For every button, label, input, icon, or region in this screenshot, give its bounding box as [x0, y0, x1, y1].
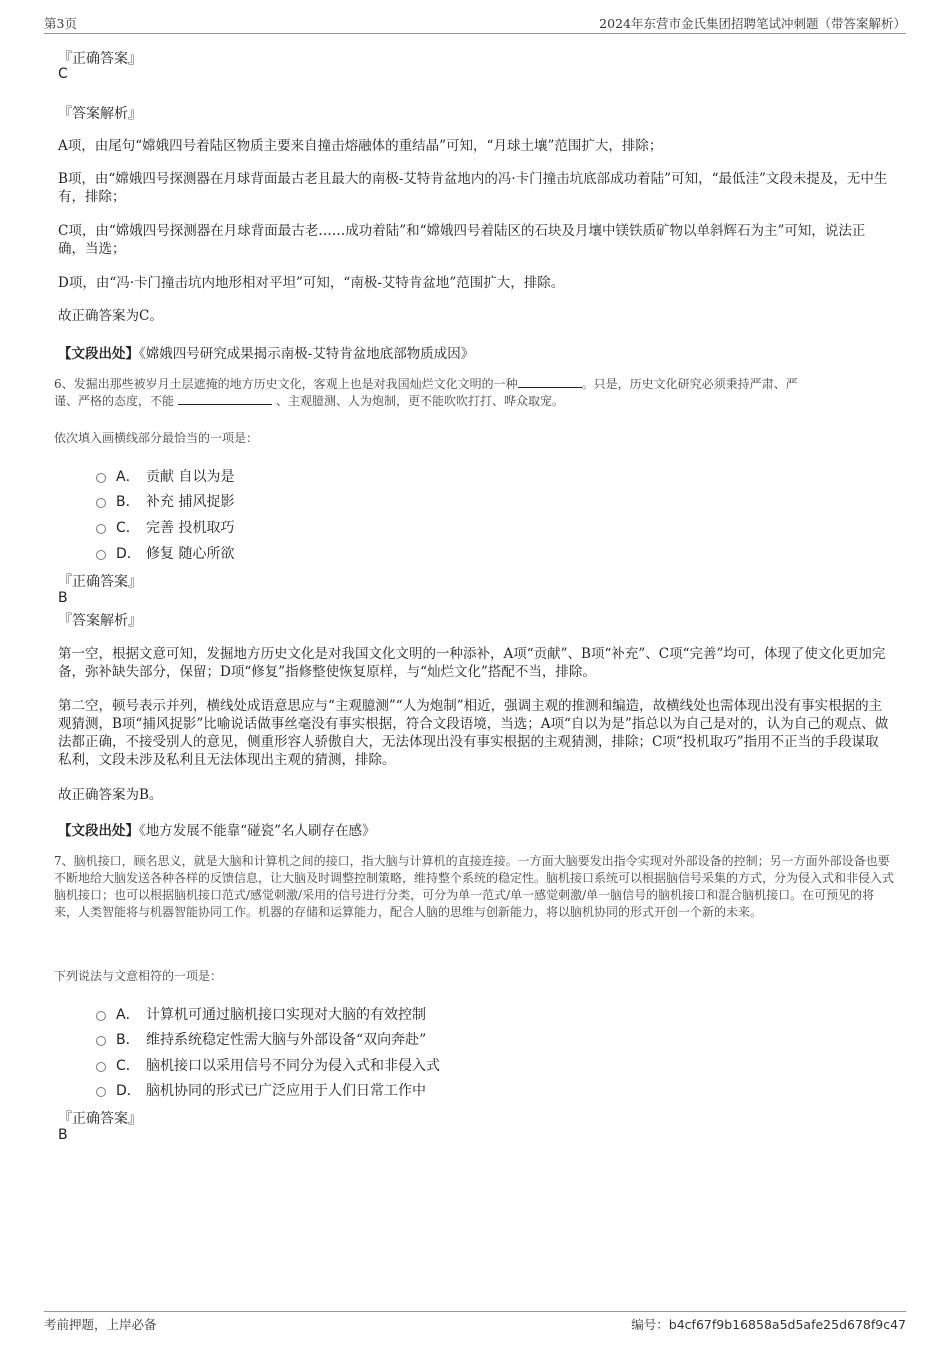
- q5-answer-label: 『正确答案』: [58, 51, 142, 67]
- radio-icon[interactable]: [96, 550, 106, 560]
- q7-answer: B: [58, 1127, 68, 1143]
- q7-option-d[interactable]: [96, 1080, 426, 1100]
- q5-source-title: 《嫦娥四号研究成果揭示南极-艾特肯盆地底部物质成因》: [139, 346, 475, 362]
- q7-option-a[interactable]: [96, 1004, 426, 1024]
- option-text: 脑机协同的形式已广泛应用于人们日常工作中: [146, 1083, 426, 1099]
- q6-option-d[interactable]: [96, 543, 234, 563]
- footer-slogan: 考前押题，上岸必备: [44, 1317, 157, 1332]
- radio-icon[interactable]: [96, 473, 106, 483]
- option-text: 贡献 自以为是: [146, 469, 235, 485]
- q5-analysis-d: D项，由“冯·卡门撞击坑内地形相对平坦”可知，“南极-艾特肯盆地”范围扩大，排除。: [58, 275, 565, 291]
- q7-prompt: 下列说法与文意相符的一项是：: [54, 969, 223, 983]
- q5-analysis-a: A项，由尾句“嫦娥四号着陆区物质主要来自撞击熔融体的重结晶”可知，“月球土壤”范围扩大，排除；: [58, 138, 663, 154]
- option-text: 计算机可通过脑机接口实现对大脑的有效控制: [146, 1007, 426, 1023]
- option-text: 补充 捕风捉影: [146, 494, 235, 510]
- radio-icon[interactable]: [96, 524, 106, 534]
- q5-source-label: 【文段出处】: [58, 346, 139, 362]
- q5-conclusion: 故正确答案为C。: [58, 308, 163, 324]
- radio-icon[interactable]: [96, 498, 106, 508]
- q6-source-title: 《地方发展不能靠“碰瓷”名人刷存在感》: [139, 823, 376, 839]
- q6-blank-1: [518, 376, 582, 388]
- q5-answer: C: [58, 66, 68, 82]
- q5-source: [58, 342, 474, 362]
- option-key: C．: [116, 520, 140, 536]
- q7-option-b[interactable]: [96, 1029, 426, 1049]
- q6-analysis-2: 第二空，顿号表示并列，横线处成语意思应与“主观臆测”“人为炮制”相近，强调主观的推测和编造，故横线处也需体现出没有事实根据的主观猜测，B项“捕风捉影”比喻说话做事丝毫没有事实根据，符合文段语境，当选；A项“自以为是”指总以为自己是对的，认为自己的观点、做法都正确，不接受别人的意见，侧重形容人骄傲自大，无法体现出没有事实根据的主观猜测，排除；C项“投机取巧”指用不正当的手段谋取私利，文段未涉及私利且无法体现出主观的猜测，排除。: [58, 698, 889, 768]
- q6-stem-text-3: 谨、严格的态度，不能: [54, 394, 175, 408]
- q6-prompt: 依次填入画横线部分最恰当的一项是：: [54, 431, 259, 445]
- option-text: 脑机接口以采用信号不同分为侵入式和非侵入式: [146, 1058, 440, 1074]
- document-title: 2024年东营市金氏集团招聘笔试冲刺题（带答案解析）: [599, 16, 906, 31]
- q5-analysis-b: B项，由“嫦娥四号探测器在月球背面最古老且最大的南极-艾特肯盆地内的冯·卡门撞击坑底部成功着陆”可知，“最低洼”文段未提及，无中生有，排除；: [58, 171, 888, 205]
- option-text: 修复 随心所欲: [146, 546, 235, 562]
- radio-icon[interactable]: [96, 1036, 106, 1046]
- q6-stem-text-4: 、主观臆测、人为炮制，更不能吹吹打打、哗众取宠。: [276, 394, 565, 408]
- option-key: C．: [116, 1058, 140, 1074]
- option-key: D．: [116, 546, 141, 562]
- q7-option-c[interactable]: [96, 1055, 440, 1075]
- q6-stem-text-1: 6、发掘出那些被岁月土层遮掩的地方历史文化，客观上也是对我国灿烂文化文明的一种: [54, 377, 518, 391]
- q6-stem-text-2: 。只是，历史文化研究必须秉持严肃、严: [581, 377, 798, 391]
- q5-analysis-label: 『答案解析』: [58, 106, 142, 122]
- page-number: 第3页: [44, 16, 77, 31]
- option-key: A．: [116, 1007, 140, 1023]
- q6-blank-2: [178, 393, 272, 405]
- radio-icon[interactable]: [96, 1087, 106, 1097]
- q6-option-c[interactable]: [96, 517, 234, 537]
- option-text: 维持系统稳定性需大脑与外部设备“双向奔赴”: [146, 1032, 427, 1048]
- option-text: 完善 投机取巧: [146, 520, 235, 536]
- q6-source-label: 【文段出处】: [58, 823, 139, 839]
- option-key: D．: [116, 1083, 141, 1099]
- option-key: B．: [116, 1032, 140, 1048]
- q6-analysis-1: 第一空，根据文意可知，发掘地方历史文化是对我国文化文明的一种添补，A项“贡献”、B项“补充”、C项“完善”均可，体现了使文化更加完备，弥补缺失部分，保留；D项“修复”指修整使恢复原样，与“灿烂文化”搭配不当，排除。: [58, 646, 886, 680]
- q6-option-a[interactable]: [96, 466, 234, 486]
- q6-option-b[interactable]: [96, 491, 234, 511]
- q5-analysis-c: C项，由“嫦娥四号探测器在月球背面最古老……成功着陆”和“嫦娥四号着陆区的石块及月壤中镁铁质矿物以单斜辉石为主”可知，说法正确，当选；: [58, 223, 866, 257]
- option-key: A．: [116, 469, 140, 485]
- page-footer: [44, 1311, 906, 1333]
- q6-source: [58, 819, 376, 839]
- q7-answer-label: 『正确答案』: [58, 1111, 142, 1127]
- q6-answer: B: [58, 590, 68, 606]
- radio-icon[interactable]: [96, 1011, 106, 1021]
- q6-answer-label: 『正确答案』: [58, 574, 142, 590]
- q6-analysis-label: 『答案解析』: [58, 613, 142, 629]
- q6-conclusion: 故正确答案为B。: [58, 787, 163, 803]
- page-header: [44, 14, 906, 34]
- q7-stem: 7、脑机接口，顾名思义，就是大脑和计算机之间的接口，指大脑与计算机的直接连接。一方面大脑要发出指令实现对外部设备的控制；另一方面外部设备也要不断地给大脑发送各种各样的反馈信息，让大脑及时调整控制策略，维持整个系统的稳定性。脑机接口系统可以根据脑信号采集的方式，分为侵入式和非侵入式脑机接口；也可以根据脑机接口范式/感觉刺激/采用的信号进行分类，可分为单一范式/单一感觉刺激/单一脑信号的脑机接口和混合脑机接口。在可预见的将来，人类智能将与机器智能协同工作。机器的存储和运算能力，配合人脑的思维与创新能力，将以脑机协同的形式开创一个新的未来。: [54, 854, 895, 919]
- option-key: B．: [116, 494, 140, 510]
- q6-stem: [54, 376, 894, 410]
- document-id: 编号：b4cf67f9b16858a5d5afe25d678f9c47: [631, 1317, 906, 1332]
- radio-icon[interactable]: [96, 1062, 106, 1072]
